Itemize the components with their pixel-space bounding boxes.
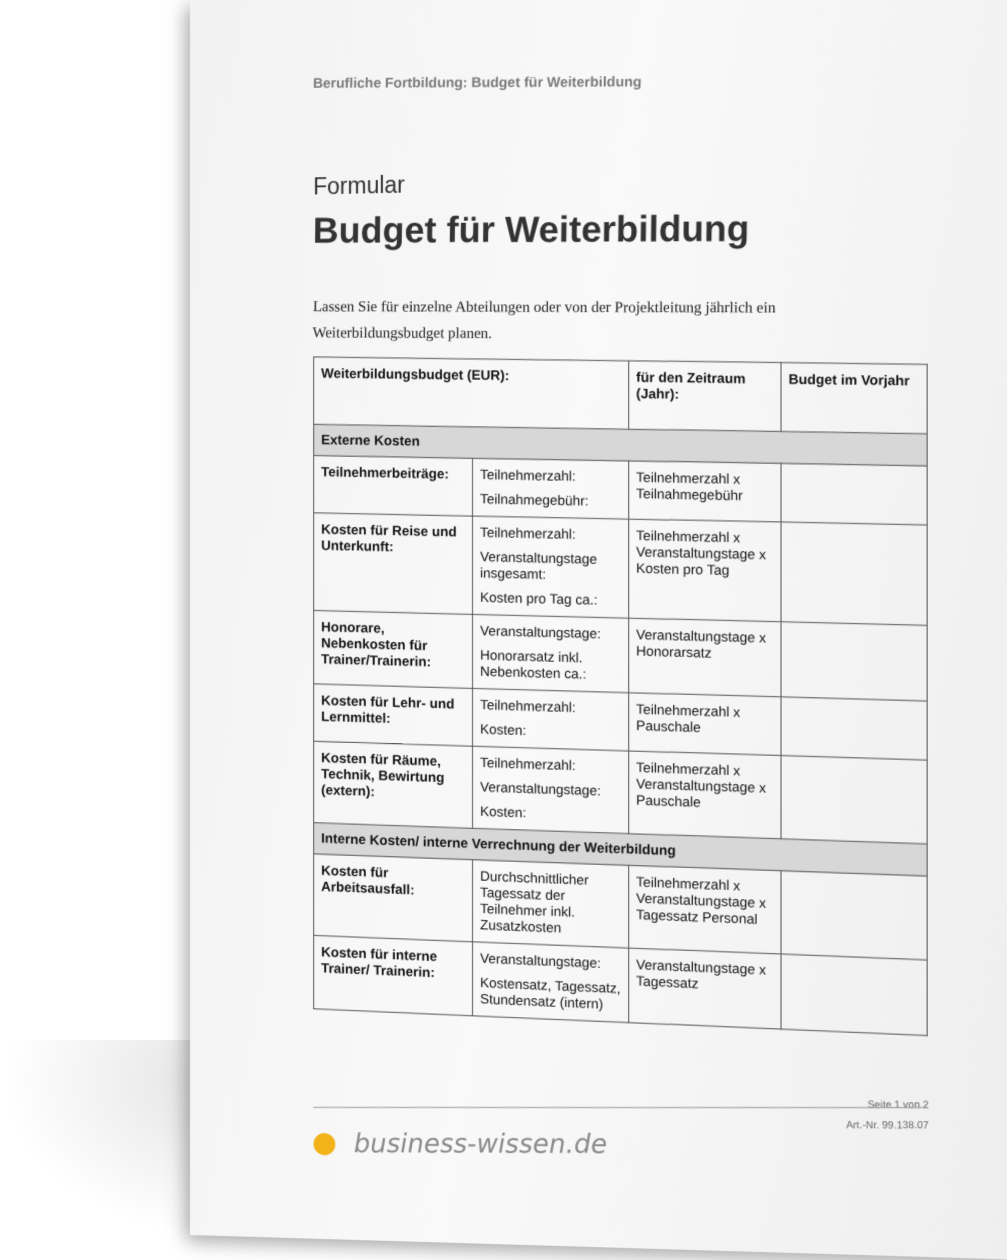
row-prior-year-input[interactable]	[781, 954, 927, 1035]
brand-logo	[313, 1129, 607, 1160]
field-label: Teilnehmerzahl:	[480, 754, 576, 774]
field-label: Durchschnittlicher Tagessatz der Teilnehmer inkl. Zusatzkosten	[480, 868, 589, 936]
budget-table	[313, 356, 927, 1036]
field-label: Honorarsatz inkl. Nebenkosten ca.:	[480, 647, 587, 682]
field-label: Kosten:	[480, 803, 527, 821]
row-fields[interactable]	[473, 614, 629, 692]
field-label: Kostensatz, Tagessatz, Stundensatz (intern)	[480, 975, 621, 1012]
row-formula: Veranstaltungstage x Tagessatz	[629, 948, 781, 1029]
row-fields[interactable]	[473, 746, 629, 833]
row-fields[interactable]	[473, 458, 629, 519]
document-page	[190, 0, 1007, 1260]
page-number: Seite 1 von 2	[867, 1099, 929, 1111]
row-label: Honorare, Nebenkosten für Trainer/Trainerin:	[314, 610, 473, 688]
intro-paragraph: Lassen Sie für einzelne Abteilungen oder von der Projektleitung jährlich ein Weiterbildungsbudget planen.	[312, 299, 776, 343]
field-label: Veranstaltungstage:	[480, 779, 602, 799]
row-prior-year-input[interactable]	[781, 871, 927, 960]
row-prior-year-input[interactable]	[781, 622, 927, 701]
row-label: Kosten für interne Trainer/ Trainerin:	[314, 935, 473, 1015]
row-prior-year-input[interactable]	[781, 697, 927, 760]
row-fields[interactable]	[473, 516, 629, 618]
row-prior-year-input[interactable]	[781, 463, 927, 525]
article-number: Art.-Nr. 99.138.07	[845, 1119, 929, 1132]
row-label: Kosten für Reise und Unterkunft:	[314, 513, 473, 614]
row-formula: Teilnehmerzahl x Veranstaltungstage x Kosten pro Tag	[629, 519, 781, 622]
brand-name: business-wissen.de	[353, 1129, 608, 1161]
section-label: Externe Kosten	[314, 424, 927, 466]
table-row	[314, 513, 927, 625]
row-fields[interactable]	[473, 942, 629, 1023]
row-formula: Teilnehmerzahl x Veranstaltungstage x Tagessatz Personal	[629, 865, 781, 954]
row-label: Teilnehmerbeiträge:	[314, 456, 473, 516]
footer-divider	[313, 1107, 927, 1108]
running-header: Berufliche Fortbildung: Budget für Weiterbildung	[312, 73, 642, 91]
brand-dot-icon	[313, 1133, 335, 1155]
field-label: Teilnehmerzahl:	[480, 697, 576, 716]
field-label: Teilnehmerzahl:	[480, 466, 576, 484]
section-label: Interne Kosten/ interne Verrechnung der Weiterbildung	[314, 823, 927, 876]
row-formula: Teilnehmerzahl x Veranstaltungstage x Pauschale	[629, 751, 781, 839]
page-title: Budget für Weiterbildung	[312, 207, 750, 251]
row-formula: Teilnehmerzahl x Pauschale	[629, 693, 781, 756]
header-budget-cell: Weiterbildungsbudget (EUR):	[314, 357, 629, 429]
row-formula: Veranstaltungstage x Honorarsatz	[629, 618, 781, 697]
field-label: Teilnahmegebühr:	[480, 491, 589, 509]
header-period-cell: für den Zeitraum (Jahr):	[629, 361, 781, 432]
field-label: Veranstaltungstage:	[480, 623, 602, 642]
row-label: Kosten für Arbeitsausfall:	[314, 854, 473, 942]
field-label: Kosten pro Tag ca.:	[480, 589, 598, 608]
row-prior-year-input[interactable]	[781, 756, 927, 844]
field-label: Kosten:	[480, 721, 527, 739]
header-prior-year-cell: Budget im Vorjahr	[781, 363, 927, 434]
row-prior-year-input[interactable]	[781, 522, 927, 625]
row-label: Kosten für Lehr- und Lernmittel:	[314, 684, 473, 746]
row-fields[interactable]	[473, 688, 629, 751]
field-label: Teilnehmerzahl:	[480, 524, 576, 542]
row-formula: Teilnehmerzahl x Teilnahmegebühr	[629, 461, 781, 522]
row-fields[interactable]	[473, 860, 629, 948]
field-label: Veranstaltungstage insgesamt:	[480, 549, 598, 583]
row-label: Kosten für Räume, Technik, Bewirtung (extern):	[314, 741, 473, 828]
document-type: Formular	[313, 171, 405, 200]
table-header-row	[314, 357, 927, 434]
field-label: Veranstaltungstage:	[480, 950, 602, 971]
